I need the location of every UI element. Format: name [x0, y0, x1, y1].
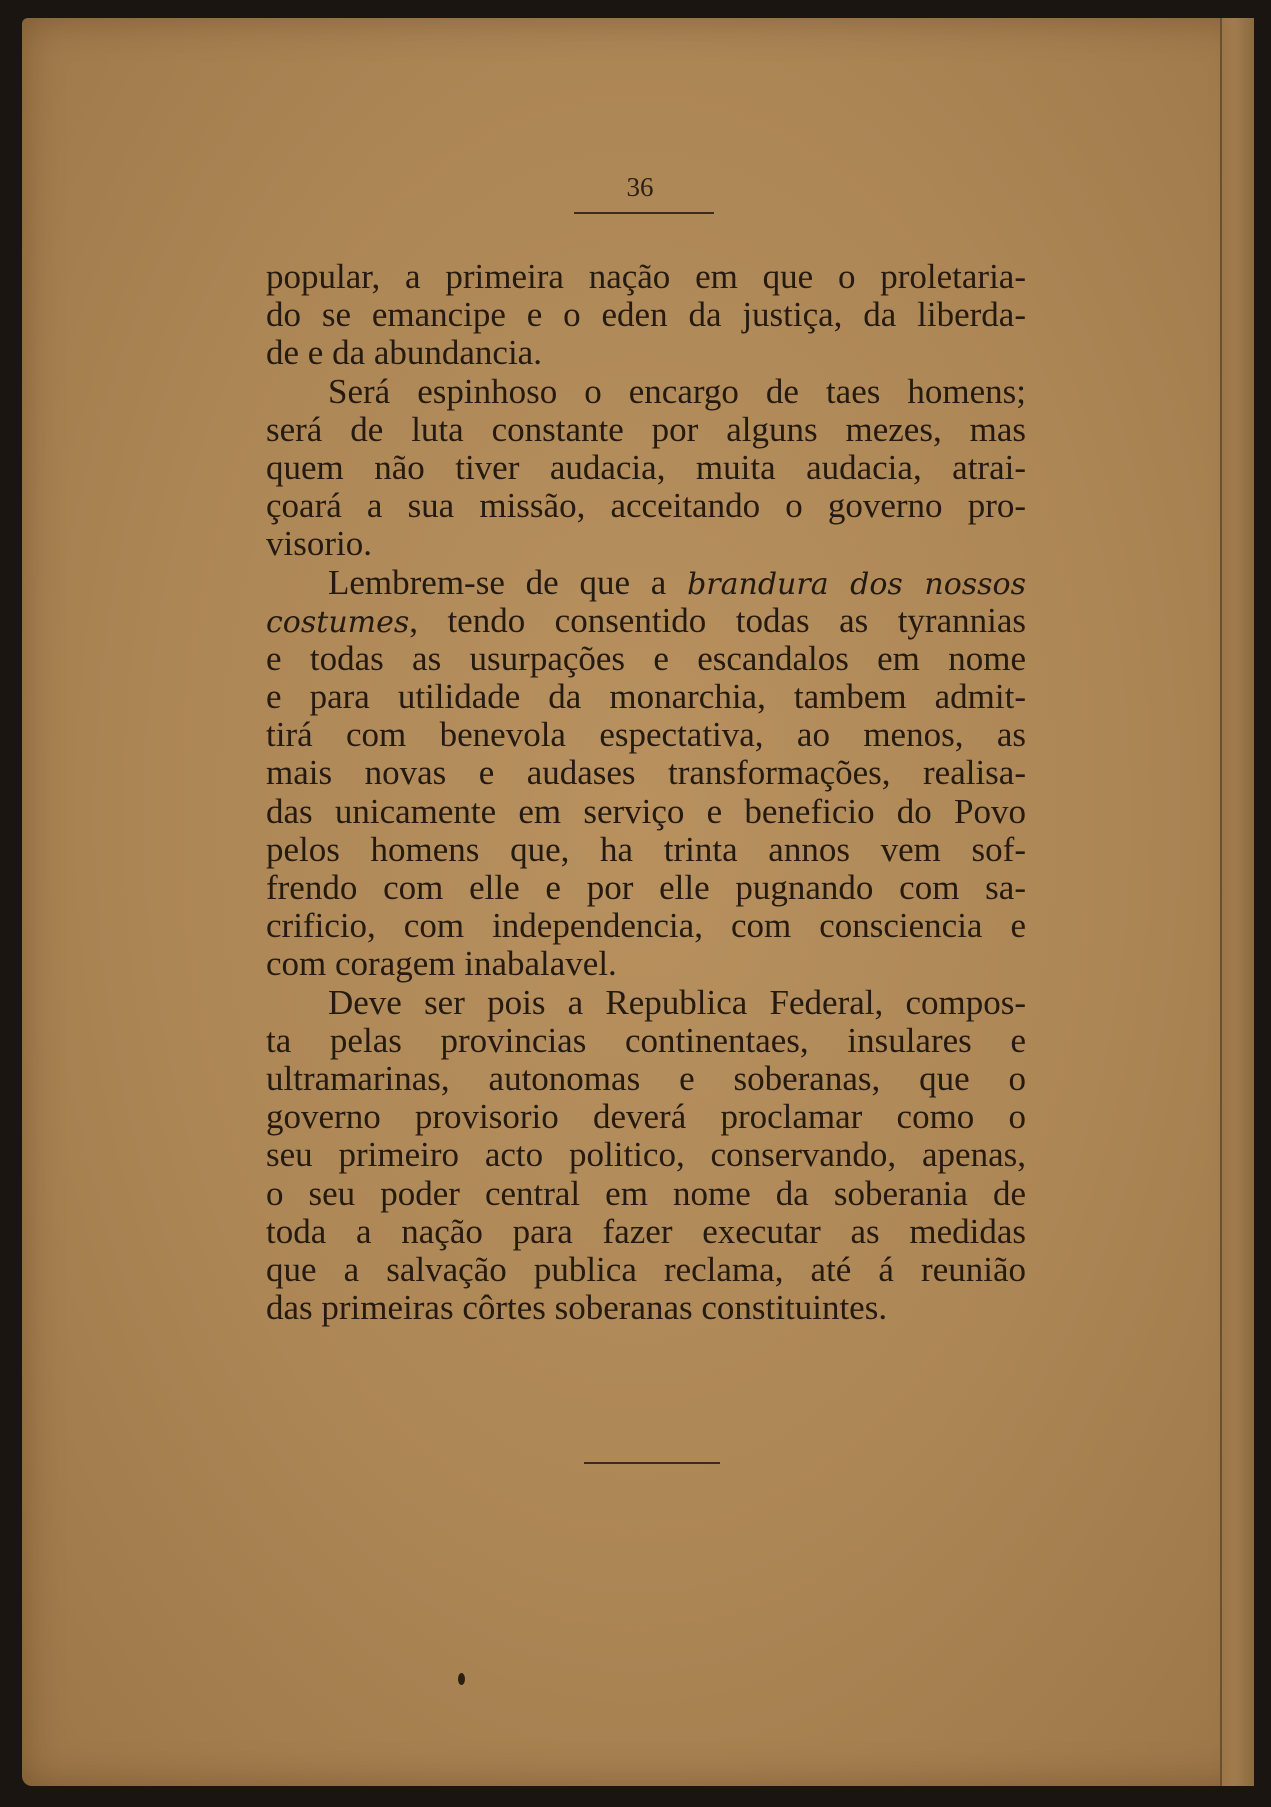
text-line: tirá com benevola espectativa, ao menos, as: [266, 715, 1026, 755]
text-line: visorio.: [266, 524, 372, 564]
page-edge: [1220, 18, 1254, 1786]
text-line: o seu poder central em nome da soberania de: [266, 1173, 1026, 1213]
text-line: mais novas e audases transformações, realisa-: [266, 753, 1026, 793]
text-line: governo provisorio deverá proclamar como o: [266, 1097, 1026, 1137]
text-line: das primeiras côrtes soberanas constituintes.: [266, 1288, 888, 1328]
text-line: com coragem inabalavel.: [266, 944, 617, 984]
body-text: [266, 258, 1026, 1327]
footer-rule: [584, 1462, 720, 1464]
text-line: toda a nação para fazer executar as medidas: [266, 1211, 1026, 1251]
text-line: popular, a primeira nação em que o proletaria-: [266, 257, 1026, 296]
text-line: Deve ser pois a Republica Federal, compos-: [328, 982, 1026, 1022]
text-line: ultramarinas, autonomas e soberanas, que o: [266, 1058, 1026, 1098]
header-rule: [574, 212, 714, 214]
text-line: que a salvação publica reclama, até á reunião: [266, 1249, 1026, 1289]
page-number: 36: [626, 172, 654, 202]
text-line: seu primeiro acto politico, conservando, apenas,: [266, 1135, 1026, 1175]
text-line: e todas as usurpações e escandalos em nome: [266, 638, 1026, 678]
text-line: Lembrem-se de que a brandura dos nossos: [328, 562, 1026, 602]
text-line: quem não tiver audacia, muita audacia, atrai-: [266, 447, 1026, 487]
emphasis: costumes: [266, 604, 410, 640]
text-line: pelos homens que, ha trinta annos vem sof-: [266, 829, 1026, 869]
text-line: do se emancipe e o eden da justiça, da liberda-: [266, 295, 1026, 335]
text-line: e para utilidade da monarchia, tambem admit-: [266, 677, 1026, 717]
text-line: de e da abundancia.: [266, 333, 542, 373]
text-line: costumes, tendo consentido todas as tyrannias: [266, 600, 1026, 640]
text-line: ta pelas provincias continentaes, insulares e: [266, 1020, 1026, 1060]
emphasis: brandura dos nossos: [687, 566, 1026, 602]
text-line: das unicamente em serviço e beneficio do Povo: [266, 791, 1026, 831]
text-line: crificio, com independencia, com consciencia e: [266, 906, 1026, 946]
text-line: çoará a sua missão, acceitando o governo pro-: [266, 486, 1026, 526]
text-line: Será espinhoso o encargo de taes homens;: [328, 371, 1026, 411]
text-line: será de luta constante por alguns mezes, mas: [266, 409, 1026, 449]
text-line: frendo com elle e por elle pugnando com sa-: [266, 868, 1026, 907]
ink-mark: [458, 1673, 465, 1685]
